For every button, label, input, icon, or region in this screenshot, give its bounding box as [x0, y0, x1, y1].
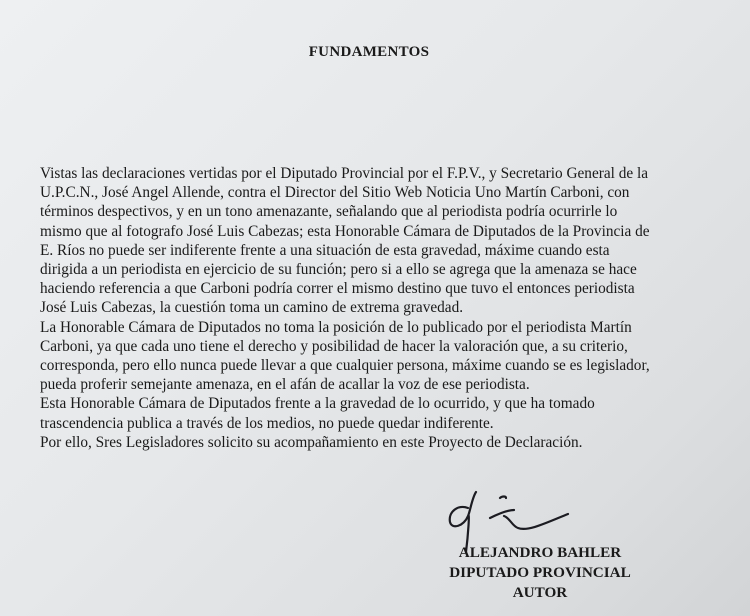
body-line: Por ello, Sres Legisladores solicito su acompañamiento en este Proyecto de Declaración.	[40, 433, 583, 451]
body-line: términos despectivos, y en un tono amenazante, señalando que al periodista podría ocurrirle lo	[40, 203, 618, 221]
body-line: trascendencia publica a través de los medios, no puede quedar indiferente.	[40, 414, 494, 432]
body-line: José Luis Cabezas, la cuestión toma un camino de extrema gravedad.	[40, 299, 464, 317]
signature-block	[420, 543, 660, 603]
body-line: haciendo referencia a que Carboni podría correr el mismo destino que tuvo el entonces periodista	[40, 280, 635, 298]
body-line: U.P.C.N., José Angel Allende, contra el Director del Sitio Web Noticia Uno Martín Carboni, con	[40, 184, 630, 202]
body-line: E. Ríos no puede ser indiferente frente a una situación de esta gravedad, máxime cuando esta	[40, 241, 610, 259]
document-title: FUNDAMENTOS	[308, 44, 430, 60]
body-line: dirigida a un periodista en ejercicio de su función; pero si a ello se agrega que la amenaza se hace	[40, 261, 637, 279]
document-body	[40, 164, 730, 452]
body-line: Vistas las declaraciones vertidas por el Diputado Provincial por el F.P.V., y Secretario General de la	[40, 165, 648, 182]
signer-position: DIPUTADO PROVINCIAL	[449, 564, 631, 581]
body-line: corresponda, pero ello nunca puede llevar a que cualquier persona, máxime cuando se es legislador,	[40, 357, 650, 375]
body-line: pueda proferir semejante amenaza, en el afán de acallar la voz de ese periodista.	[40, 376, 530, 394]
body-line: Esta Honorable Cámara de Diputados frente a la gravedad de lo ocurrido, y que ha tomado	[40, 395, 595, 413]
body-line: Carboni, ya que cada uno tiene el derecho y posibilidad de hacer la valoración que, a su criterio,	[40, 337, 628, 355]
signer-role: AUTOR	[512, 584, 568, 601]
signer-name: ALEJANDRO BAHLER	[458, 544, 622, 561]
body-line: La Honorable Cámara de Diputados no toma la posición de lo publicado por el periodista Martín	[40, 318, 632, 336]
body-line: mismo que al fotografo José Luis Cabezas; esta Honorable Cámara de Diputados de la Provincia de	[40, 222, 650, 240]
